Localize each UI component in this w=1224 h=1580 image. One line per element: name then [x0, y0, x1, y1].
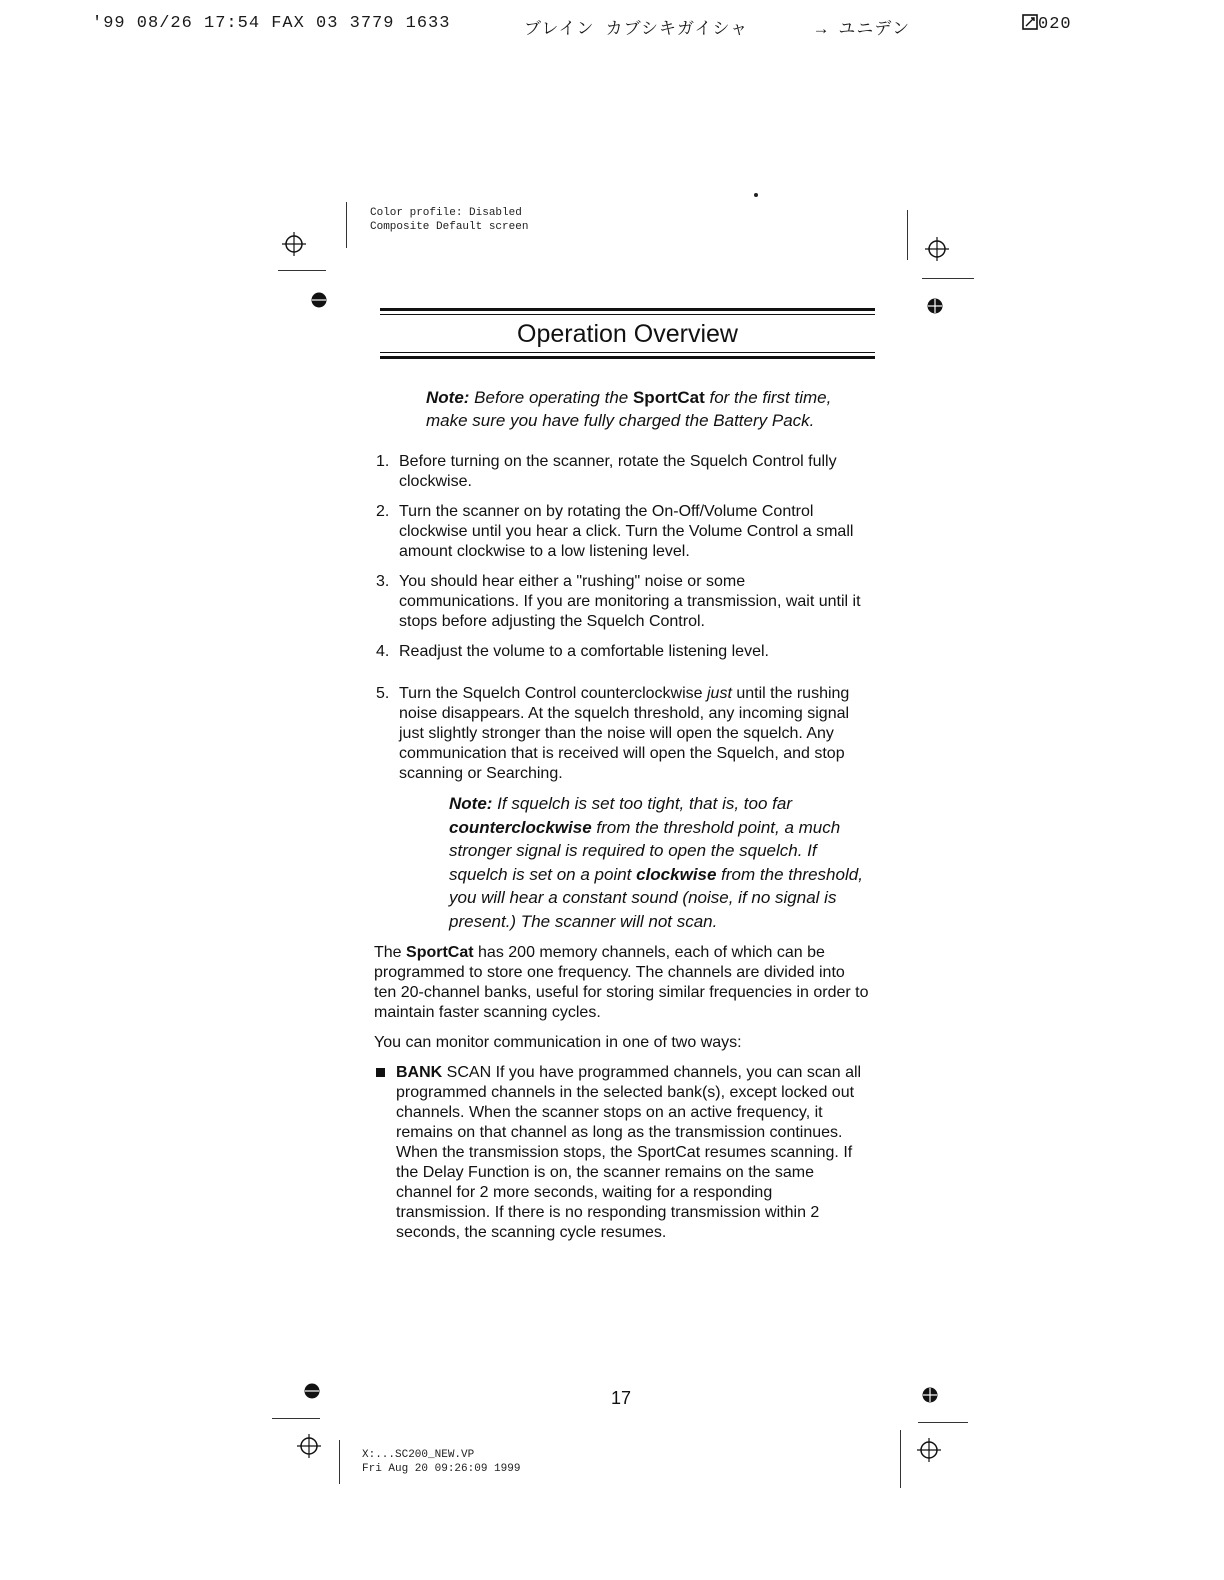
note-text-a: Before operating the: [469, 388, 633, 407]
page-number: 17: [610, 1388, 632, 1408]
step-number: 1.: [376, 453, 390, 470]
fax-sender: ブレイン カブシキガイシャ: [524, 21, 749, 40]
fax-page-number: [1022, 14, 1072, 34]
step-emphasis: just: [707, 685, 732, 702]
slug-top-line2: Composite Default screen: [370, 221, 529, 233]
fax-header: [92, 14, 1112, 38]
registration-dot-icon: [304, 1383, 320, 1399]
registration-dot-icon: [927, 298, 943, 314]
step-text: Readjust the volume to a comfortable listening level.: [399, 643, 769, 660]
fax-destination: → ユニデン: [816, 21, 911, 40]
step-text: Turn the scanner on by rotating the On-Off/Volume Control clockwise until you hear a click. Turn the Volume Control a small amount clockwise to a low listening level.: [399, 503, 854, 560]
note-text: from the threshold, you will hear a constant sound (noise, if no signal is present.) The scanner will not scan.: [449, 864, 863, 931]
step-text: Before turning on the scanner, rotate the Squelch Control fully clockwise.: [399, 453, 837, 490]
bullet-square-icon: [376, 1068, 385, 1077]
note-battery: [426, 386, 869, 432]
page-title: Operation Overview: [517, 320, 738, 348]
slug-bottom: [362, 1448, 520, 1476]
title-rule-top: [380, 308, 875, 311]
crop-line: [278, 270, 326, 271]
para-text: The: [374, 944, 407, 961]
step-number: 2.: [376, 503, 390, 520]
fax-page-icon: [1022, 14, 1038, 30]
title-rule-bottom: [380, 356, 875, 359]
steps-list: [374, 452, 869, 933]
slug-bottom-line1: X:...SC200_NEW.VP: [362, 1449, 475, 1461]
paragraph-monitor: You can monitor communication in one of two ways:: [374, 1034, 742, 1051]
crosshair-icon: [282, 232, 306, 256]
crosshair-icon: [297, 1434, 321, 1458]
registration-dot-icon: [311, 292, 327, 308]
crop-line: [918, 1422, 968, 1423]
speck: [754, 193, 758, 197]
crop-line: [272, 1418, 320, 1419]
step-text: You should hear either a "rushing" noise or some communications. If you are monitoring a transmission, wait until it stops before adjusting the Squelch Control.: [399, 573, 861, 630]
fax-page-label: 020: [1038, 15, 1072, 34]
step-number: 5.: [376, 685, 390, 702]
note-label: Note:: [426, 388, 470, 407]
list-item: [374, 642, 869, 662]
registration-dot-icon: [922, 1387, 938, 1403]
paragraph-memory: [374, 943, 869, 1023]
note-squelch: [449, 792, 869, 933]
list-item: [374, 502, 869, 562]
product-name: SportCat: [632, 388, 705, 407]
product-name: SportCat: [406, 944, 474, 961]
note-text-b: for the first time, make sure you have fully charged the Battery Pack.: [426, 388, 832, 430]
step-text-a: Turn the Squelch Control counterclockwise: [399, 685, 707, 702]
para-text: has 200 memory channels, each of which can be programmed to store one frequency. The channels are divided into ten 20-channel banks, useful for storing similar frequencies in order to maintain faster scanning cycles.: [374, 944, 869, 1021]
list-item: [374, 572, 869, 632]
note-label: Note:: [449, 794, 493, 813]
bullet-heading: SCAN: [442, 1064, 492, 1081]
crosshair-icon: [925, 237, 949, 261]
crop-line: [900, 1430, 901, 1488]
note-bold: counterclockwise: [449, 817, 592, 837]
title-rule-top-thin: [380, 314, 875, 315]
step-text-b: until the rushing noise disappears. At the squelch threshold, any incoming signal just slightly stronger than the noise will open the squelch. Any communication that is received will open the Squelch, and stop scanning or Searching.: [399, 685, 850, 782]
slug-top-line1: Color profile: Disabled: [370, 207, 522, 219]
crop-line: [907, 210, 908, 260]
slug-top-bar: [346, 202, 347, 248]
bullet-bank-scan: [374, 1063, 869, 1243]
slug-top: [370, 206, 528, 234]
bullet-text: If you have programmed channels, you can scan all programmed channels in the selected bank(s), except locked out channels. When the scanner stops on an active frequency, it remains on that channel as long as the transmission continues. When the transmission stops, the SportCat resumes scanning. If the Delay Function is on, the scanner remains on the same channel for 2 more seconds, waiting for a responding transmission. If there is no responding transmission within 2 seconds, the scanning cycle resumes.: [396, 1064, 862, 1241]
list-item: [374, 452, 869, 492]
step-number: 3.: [376, 573, 390, 590]
note-text: from the threshold point, a much stronger signal is required to open the squelch. If squelch is set on a point: [449, 817, 841, 884]
note-text: If squelch is set too tight, that is, too far: [492, 794, 792, 813]
fax-date-time: '99 08/26 17:54 FAX 03 3779 1633: [92, 14, 451, 33]
body-content: [374, 386, 869, 1243]
step-number: 4.: [376, 643, 390, 660]
crosshair-icon: [917, 1438, 941, 1462]
note-bold: clockwise: [636, 864, 717, 884]
bullet-heading-bold: BANK: [396, 1064, 443, 1081]
title-rule-bottom-thin: [380, 352, 875, 353]
crop-line: [922, 278, 974, 279]
slug-bottom-bar: [339, 1440, 340, 1484]
list-item: [374, 684, 869, 933]
slug-bottom-line2: Fri Aug 20 09:26:09 1999: [362, 1463, 521, 1475]
